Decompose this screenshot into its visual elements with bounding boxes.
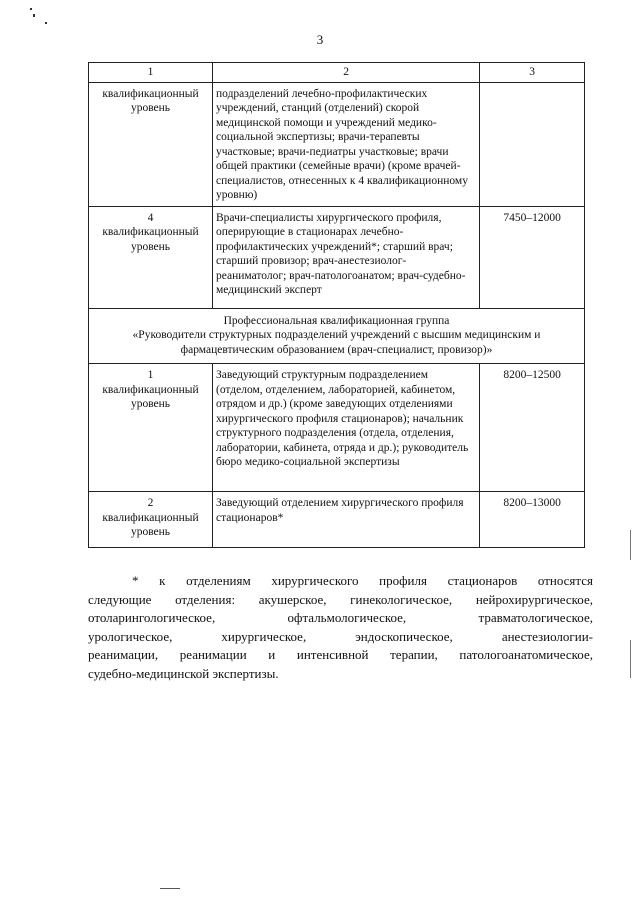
positions-cell: подразделений лечебно-профилактических учреждений, станций (отделений) скорой медицинской помощи и учреждений медико-социальной экспертизы; врачи-терапевты участковые; врачи-педиатры участковые; врачи общей практики (семейные врачи) (кроме врачей-специалистов, отнесенных к 4 квалификационному уровню) [213,82,480,206]
scan-mark [160,888,180,889]
level-text: уровень [130,398,171,410]
positions-cell: Врачи-специалисты хирургического профиля, оперирующие в стационарах лечебно-профилактических учреждений*; старший врач; старший провизор; врач-анестезиолог-реаниматолог; врач-патологоанатом; врач-судебно-медицинский эксперт [213,206,480,308]
group-subtitle: «Руководители структурных подразделений учреждений с высшим медицинским и фармацевтическим образованием (врач-специалист, провизор)» [132,329,541,356]
group-header-cell [89,308,585,364]
salary-cell: 7450–12000 [480,206,585,308]
scan-edge-mark [630,640,631,678]
salary-table [88,62,585,548]
level-text: квалификационный [102,226,199,238]
footnote-line: реанимации, реанимации и интенсивной терапии, патологоанатомическое, [88,647,593,662]
qualification-level-cell [89,206,213,308]
header-cell-3: 3 [480,63,585,83]
level-text: квалификационный [102,511,199,524]
level-number: 2 [147,497,154,509]
table-row [89,492,585,548]
scan-speck [33,14,35,17]
footnote-line: следующие отделения: акушерское, гинекологическое, нейрохирургическое, [88,591,593,607]
scan-speck [45,22,47,24]
footnote-line: судебно-медицинской экспертизы. [88,665,279,681]
level-text: квалификационный [102,383,199,396]
header-cell-2: 2 [213,63,480,83]
level-text: уровень [130,526,171,538]
qualification-level-cell [89,364,213,492]
footnote-line: отоларингологическое, офтальмологическое, травматологическое, [88,610,593,625]
table-row [89,82,585,206]
footnote [88,572,593,683]
scan-speck [30,8,32,10]
positions-cell: Заведующий структурным подразделением (отделом, отделением, лабораторией, кабинетом, отрядом и др.) (кроме заведующих отделениями хирургического профиля стационаров); начальник структурного подразделения (отдела, отделения, лаборатории, кабинета, отряда и др.); руководитель бюро медико-социальной экспертизы [213,364,480,492]
salary-cell: 8200–13000 [480,492,585,548]
qualification-level-cell [89,82,213,206]
footnote-line: урологическое, хирургическое, эндоскопическое, анестезиологии- [88,628,593,644]
scan-edge-mark [630,530,631,560]
table-row [89,206,585,308]
header-cell-1: 1 [89,63,213,83]
table-row [89,364,585,492]
level-number: 1 [147,369,154,381]
footnote-line: * к отделениям хирургического профиля стационаров относятся [132,573,593,588]
group-title: Профессиональная квалификационная группа [223,314,450,327]
level-number: 4 [147,211,154,224]
salary-cell: 8200–12500 [480,364,585,492]
level-text: уровень [130,102,171,114]
level-text: квалификационный [102,87,199,100]
group-row [89,308,585,364]
table-header-row [89,63,585,83]
page-number: 3 [316,32,324,47]
qualification-level-cell [89,492,213,548]
salary-cell [480,82,585,206]
level-text: уровень [130,240,171,253]
positions-cell: Заведующий отделением хирургического профиля стационаров* [213,492,480,548]
